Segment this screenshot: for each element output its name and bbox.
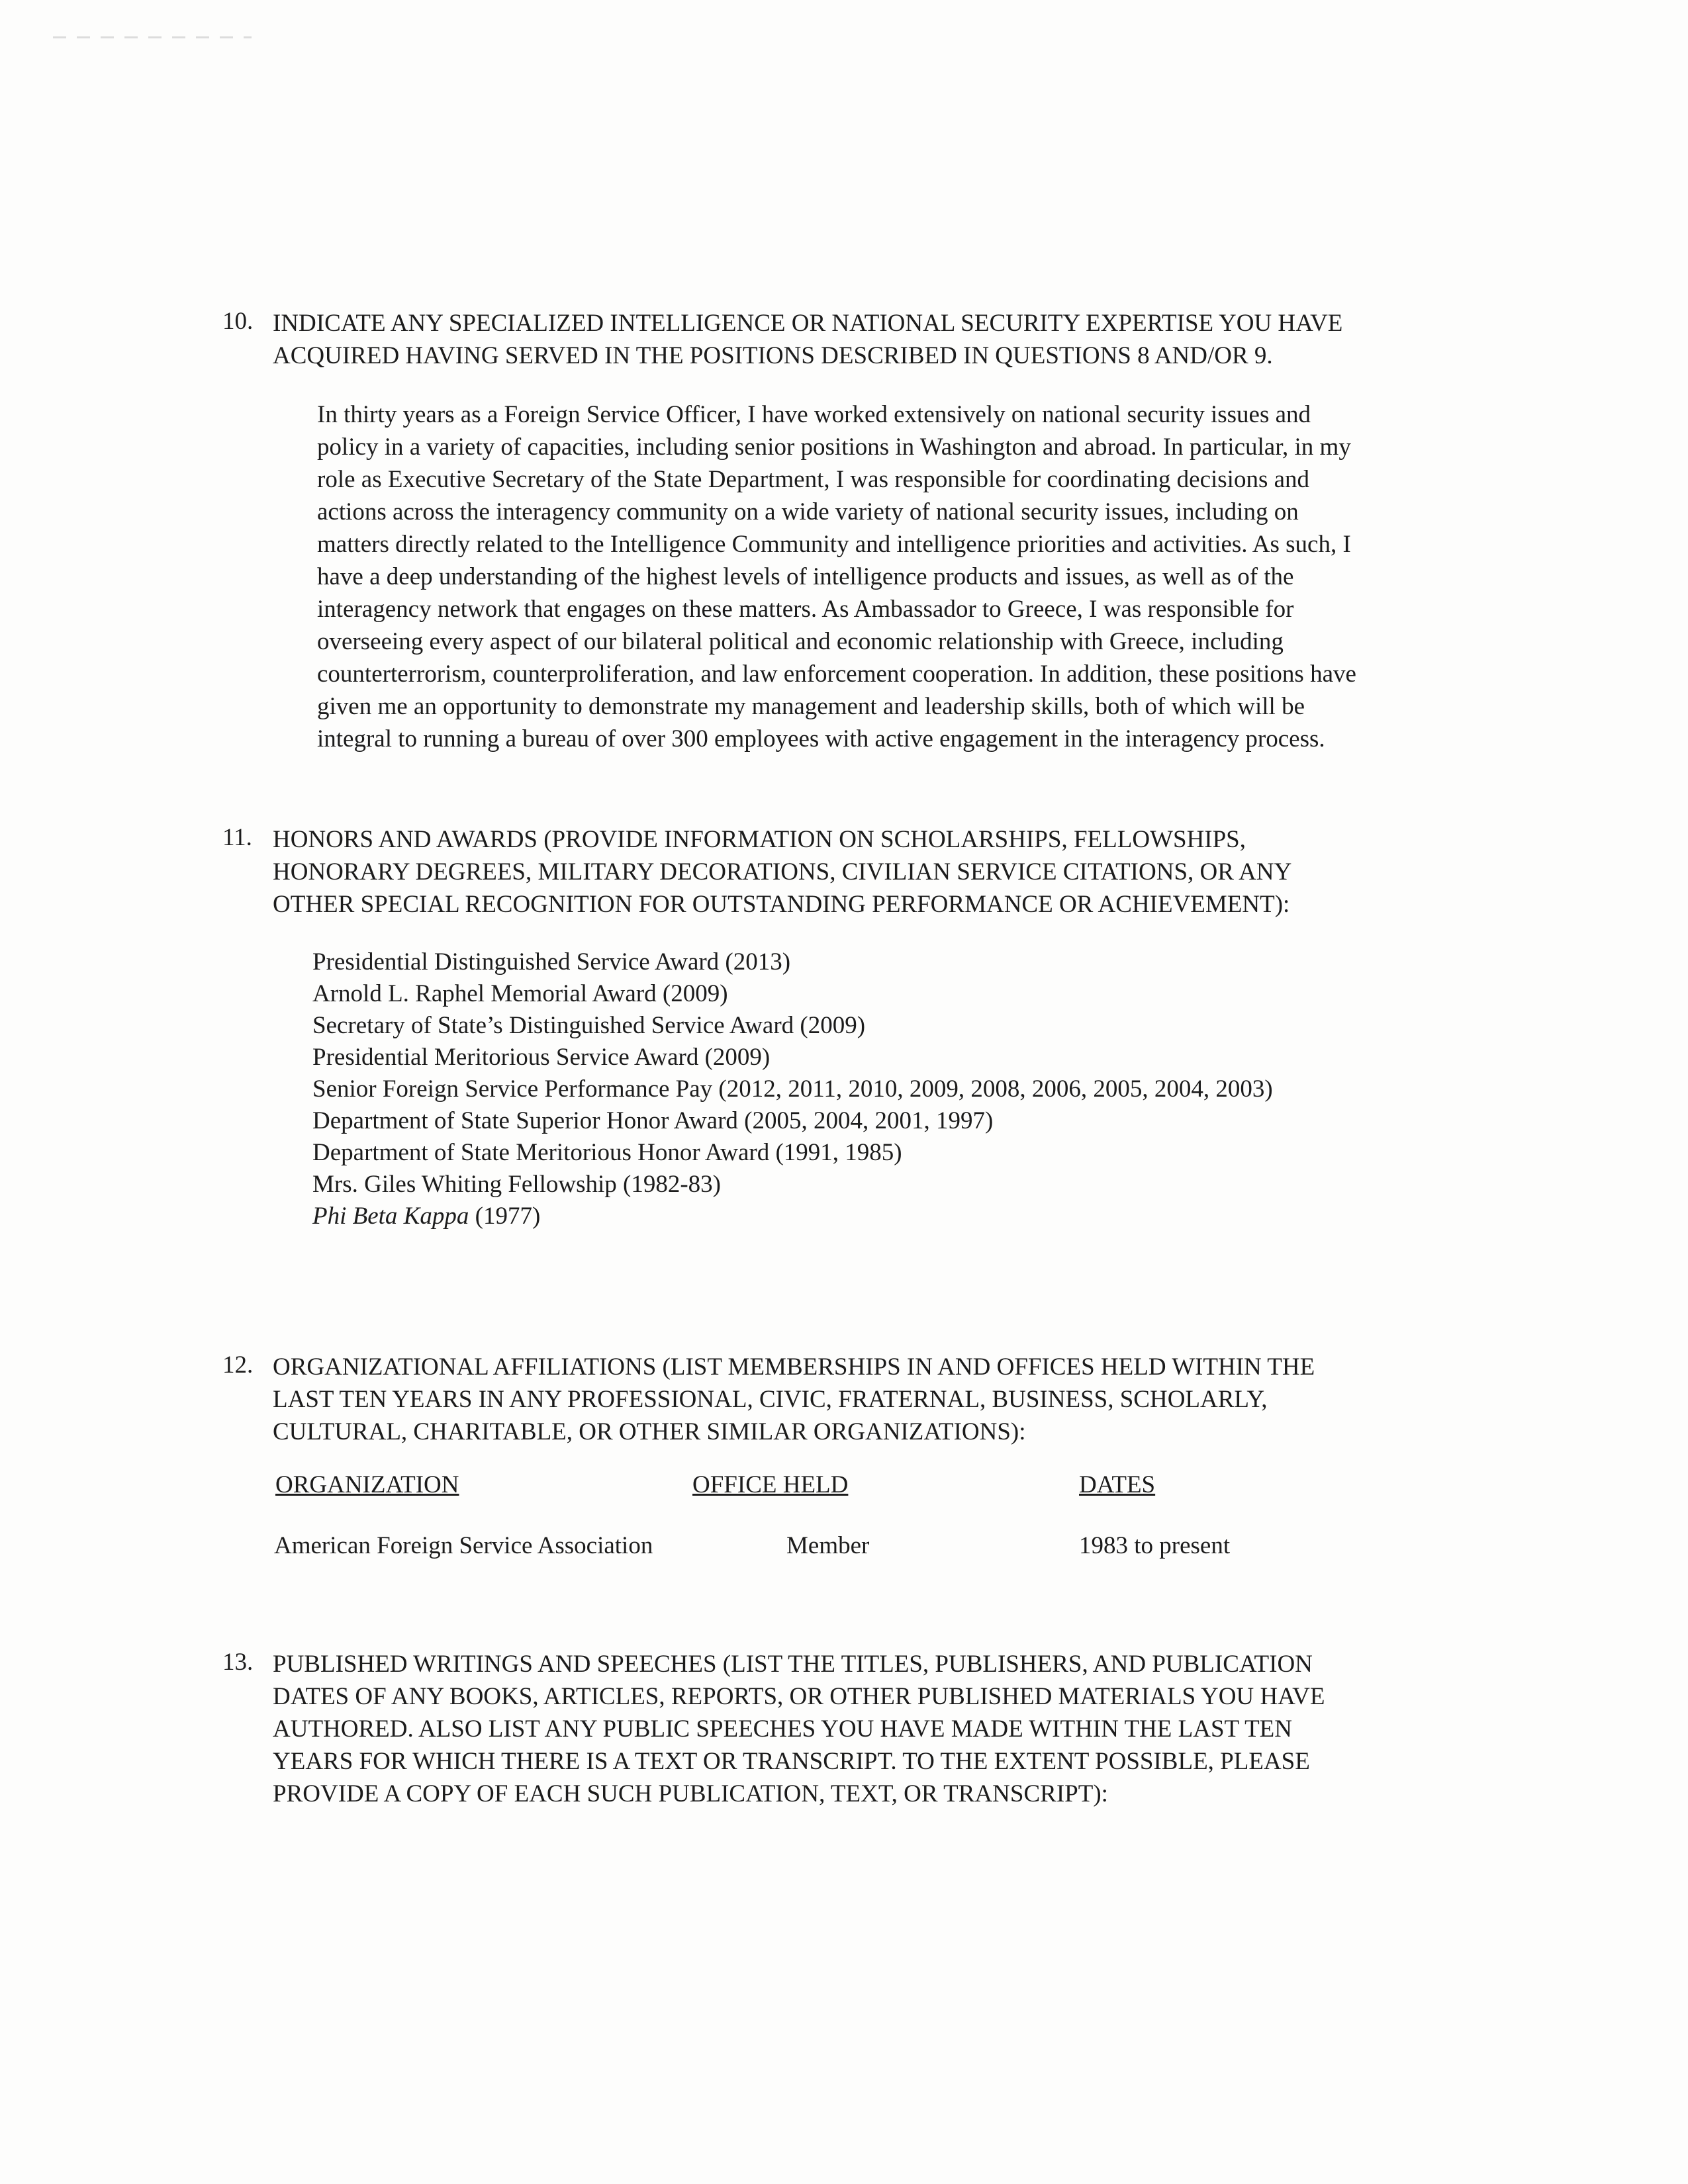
column-header-office-held: OFFICE HELD xyxy=(692,1471,849,1498)
question-12 xyxy=(222,1351,1480,1448)
awards-list xyxy=(312,946,1273,1232)
award-item: Presidential Meritorious Service Award (2009) xyxy=(312,1044,771,1071)
award-item: Department of State Meritorious Honor Award (1991, 1985) xyxy=(312,1139,902,1166)
answer-line: interagency network that engages on these matters. As Ambassador to Greece, I was responsible for xyxy=(317,596,1294,623)
heading-line: OTHER SPECIAL RECOGNITION FOR OUTSTANDING PERFORMANCE OR ACHIEVEMENT): xyxy=(273,891,1290,918)
answer-line: have a deep understanding of the highest levels of intelligence products and issues, as well as of the xyxy=(317,563,1294,590)
answer-line: integral to running a bureau of over 300 employees with active engagement in the interagency process. xyxy=(317,725,1325,752)
answer-line: In thirty years as a Foreign Service Officer, I have worked extensively on national security issues and xyxy=(317,401,1311,428)
question-10 xyxy=(222,307,1480,372)
column-header-dates: DATES xyxy=(1079,1471,1156,1498)
question-heading xyxy=(273,823,1480,921)
question-number: 11. xyxy=(222,824,252,851)
heading-line: LAST TEN YEARS IN ANY PROFESSIONAL, CIVIC, FRATERNAL, BUSINESS, SCHOLARLY, xyxy=(273,1386,1268,1413)
scan-artifact xyxy=(53,36,252,38)
cell-organization: American Foreign Service Association xyxy=(274,1532,653,1559)
award-item: Secretary of State’s Distinguished Service Award (2009) xyxy=(312,1012,866,1039)
cell-office-held: Member xyxy=(786,1532,870,1559)
heading-line: HONORS AND AWARDS (PROVIDE INFORMATION ON SCHOLARSHIPS, FELLOWSHIPS, xyxy=(273,826,1246,853)
question-heading xyxy=(273,307,1480,372)
answer-line: counterterrorism, counterproliferation, and law enforcement cooperation. In addition, these positions have xyxy=(317,660,1356,688)
answer-line: matters directly related to the Intelligence Community and intelligence priorities and activities. As such, I xyxy=(317,531,1351,558)
heading-line: ORGANIZATIONAL AFFILIATIONS (LIST MEMBERSHIPS IN AND OFFICES HELD WITHIN THE xyxy=(273,1353,1315,1381)
answer-line: overseeing every aspect of our bilateral political and economic relationship with Greece, including xyxy=(317,628,1284,655)
question-number: 12. xyxy=(222,1351,254,1379)
award-item: Senior Foreign Service Performance Pay (2012, 2011, 2010, 2009, 2008, 2006, 2005, 2004, 2003) xyxy=(312,1075,1273,1103)
heading-line: CULTURAL, CHARITABLE, OR OTHER SIMILAR ORGANIZATIONS): xyxy=(273,1418,1026,1445)
heading-line: YEARS FOR WHICH THERE IS A TEXT OR TRANSCRIPT. TO THE EXTENT POSSIBLE, PLEASE xyxy=(273,1748,1310,1775)
question-11 xyxy=(222,823,1480,921)
award-item: Department of State Superior Honor Award (2005, 2004, 2001, 1997) xyxy=(312,1107,994,1134)
answer-line: role as Executive Secretary of the State Department, I was responsible for coordinating decisions and xyxy=(317,466,1310,493)
question-number: 13. xyxy=(222,1649,254,1676)
award-year: (1977) xyxy=(469,1203,541,1230)
award-item: Arnold L. Raphel Memorial Award (2009) xyxy=(312,980,728,1007)
heading-line: AUTHORED. ALSO LIST ANY PUBLIC SPEECHES YOU HAVE MADE WITHIN THE LAST TEN xyxy=(273,1715,1292,1743)
question-heading xyxy=(273,1648,1480,1810)
heading-line: PUBLISHED WRITINGS AND SPEECHES (LIST THE TITLES, PUBLISHERS, AND PUBLICATION xyxy=(273,1651,1313,1678)
award-item: Presidential Distinguished Service Award (2013) xyxy=(312,948,791,976)
answer-line: policy in a variety of capacities, including senior positions in Washington and abroad. In particular, in my xyxy=(317,433,1351,461)
heading-line: INDICATE ANY SPECIALIZED INTELLIGENCE OR NATIONAL SECURITY EXPERTISE YOU HAVE xyxy=(273,310,1343,337)
column-header-organization: ORGANIZATION xyxy=(275,1471,459,1498)
heading-line: PROVIDE A COPY OF EACH SUCH PUBLICATION, TEXT, OR TRANSCRIPT): xyxy=(273,1780,1108,1807)
question-13 xyxy=(222,1648,1480,1810)
question-heading xyxy=(273,1351,1480,1448)
question-number: 10. xyxy=(222,308,254,335)
award-item xyxy=(312,1201,1273,1232)
award-name: Phi Beta Kappa xyxy=(312,1203,469,1230)
award-item: Mrs. Giles Whiting Fellowship (1982-83) xyxy=(312,1171,721,1198)
heading-line: HONORARY DEGREES, MILITARY DECORATIONS, CIVILIAN SERVICE CITATIONS, OR ANY xyxy=(273,858,1292,886)
answer-line: actions across the interagency community on a wide variety of national security issues, including on xyxy=(317,498,1299,525)
answer-line: given me an opportunity to demonstrate my management and leadership skills, both of which will be xyxy=(317,693,1305,720)
cell-dates: 1983 to present xyxy=(1079,1532,1231,1559)
question-10-answer xyxy=(317,398,1356,755)
heading-line: DATES OF ANY BOOKS, ARTICLES, REPORTS, OR OTHER PUBLISHED MATERIALS YOU HAVE xyxy=(273,1683,1325,1710)
heading-line: ACQUIRED HAVING SERVED IN THE POSITIONS DESCRIBED IN QUESTIONS 8 AND/OR 9. xyxy=(273,342,1273,369)
